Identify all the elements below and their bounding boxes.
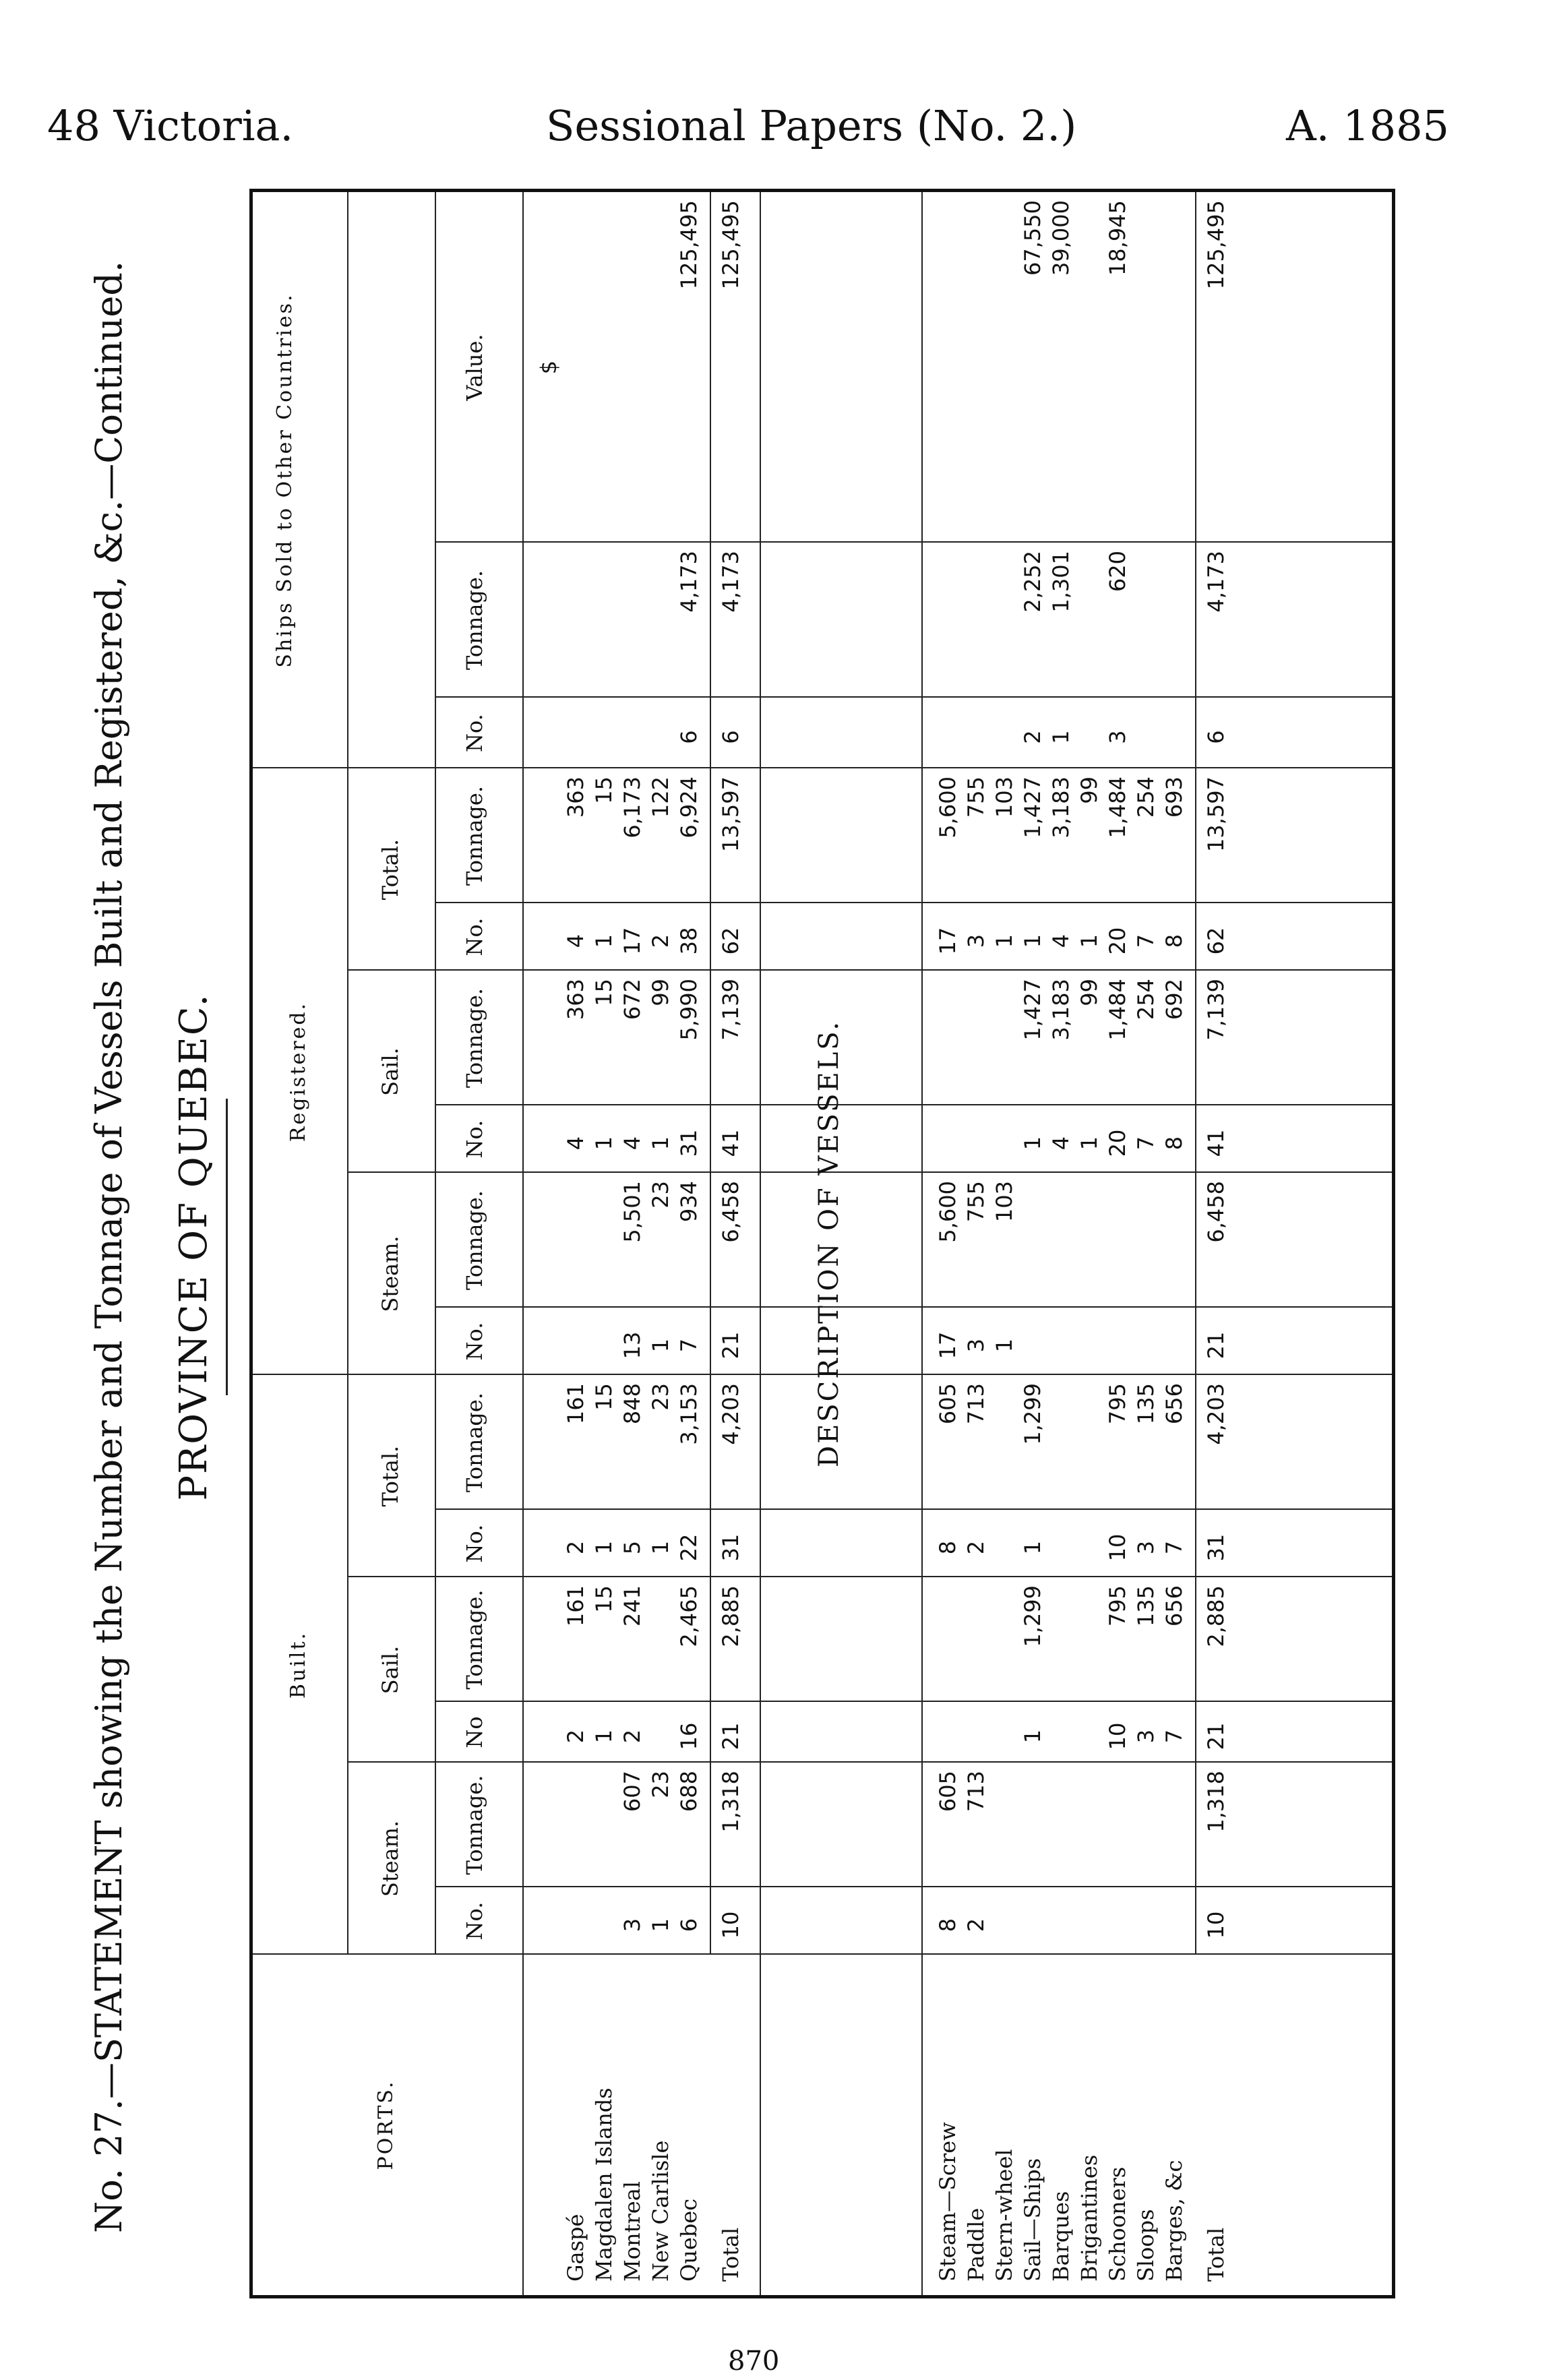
vessel-row-cell: 4 bbox=[1048, 1136, 1074, 1151]
vessels-total-row-cell: 4,203 bbox=[1203, 1383, 1229, 1445]
statement-title: No. 27.—STATEMENT showing the Number and Tonnage of Vessels Built and Registered, &c.—Continued. bbox=[88, 260, 130, 2234]
page-header bbox=[47, 101, 1449, 162]
vessel-row-cell: 135 bbox=[1133, 1383, 1159, 1425]
vessels-total-row-cell: 1,318 bbox=[1203, 1771, 1229, 1833]
vessel-row-cell: 1 bbox=[991, 1338, 1017, 1353]
vessel-row-cell: 1,301 bbox=[1048, 551, 1074, 613]
vessel-row-label: Sloops bbox=[1133, 2209, 1159, 2282]
port-row-cell: 3 bbox=[619, 1918, 645, 1932]
port-row-cell: 672 bbox=[619, 979, 645, 1020]
no-header: No bbox=[462, 1716, 487, 1748]
subgroup-header: Steam. bbox=[377, 1235, 403, 1312]
column-divider bbox=[435, 1306, 1392, 1308]
vessel-row-label: Stern-wheel bbox=[991, 2149, 1017, 2282]
header-session: 48 Victoria. bbox=[47, 101, 294, 150]
port-row-cell: 2,465 bbox=[676, 1585, 702, 1647]
vessel-row-cell: 103 bbox=[991, 1181, 1017, 1223]
no-header: No. bbox=[462, 1524, 487, 1563]
vessels-total-row-cell: 2,885 bbox=[1203, 1585, 1229, 1647]
port-row-label: Magdalen Islands bbox=[591, 2087, 617, 2282]
port-row-cell: 1 bbox=[591, 934, 617, 948]
port-row-cell: 161 bbox=[563, 1585, 588, 1627]
port-row-cell: 5,501 bbox=[619, 1181, 645, 1243]
port-row-cell: 6,924 bbox=[676, 776, 702, 838]
vessel-row-cell: 656 bbox=[1161, 1383, 1187, 1425]
vessel-row-label: Barques bbox=[1048, 2191, 1074, 2282]
port-row-cell: 688 bbox=[676, 1771, 702, 1812]
vessel-row-cell: 1,299 bbox=[1020, 1383, 1045, 1445]
port-row-label: Quebec bbox=[676, 2198, 702, 2282]
vessel-row-cell: 8 bbox=[935, 1918, 960, 1932]
port-row-cell: 3,153 bbox=[676, 1383, 702, 1445]
vessels-total-row-cell: 10 bbox=[1203, 1911, 1229, 1939]
vessel-row-cell: 17 bbox=[935, 1331, 960, 1360]
port-row-cell: 4 bbox=[563, 934, 588, 948]
vessel-row-cell: 2,252 bbox=[1020, 551, 1045, 613]
port-row-cell: 5 bbox=[619, 1540, 645, 1555]
vessel-row-cell: 17 bbox=[935, 927, 960, 955]
port-row-cell: 6 bbox=[676, 730, 702, 744]
vessel-row-label: Sail—Ships bbox=[1020, 2158, 1045, 2282]
vessel-row-cell: 795 bbox=[1105, 1383, 1130, 1425]
port-row-cell: 23 bbox=[648, 1181, 673, 1209]
page-number: 870 bbox=[728, 2346, 780, 2377]
vessel-row-cell: 713 bbox=[963, 1383, 989, 1425]
port-row-cell: 607 bbox=[619, 1771, 645, 1812]
no-header: No. bbox=[462, 1322, 487, 1361]
vessel-row-cell: 1,427 bbox=[1020, 776, 1045, 838]
port-row-cell: 15 bbox=[591, 1585, 617, 1613]
vessel-row-cell: 795 bbox=[1105, 1585, 1130, 1627]
vessel-row-cell: 1 bbox=[1020, 934, 1045, 948]
tonnage-header: Tonnage. bbox=[462, 786, 487, 886]
vessels-total-row-cell: 6,458 bbox=[1203, 1181, 1229, 1243]
port-row-cell: 6,173 bbox=[619, 776, 645, 838]
vessel-row-cell: 3 bbox=[1133, 1729, 1159, 1744]
vessel-row-cell: 3 bbox=[963, 1338, 989, 1353]
no-header: No. bbox=[462, 1901, 487, 1941]
port-row-cell: 363 bbox=[563, 776, 588, 818]
vessel-row-cell: 3 bbox=[963, 934, 989, 948]
port-row-cell: 23 bbox=[648, 1771, 673, 1798]
registered-header: Registered. bbox=[286, 1001, 310, 1142]
port-row-cell: 934 bbox=[676, 1181, 702, 1223]
vessel-row-cell: 5,600 bbox=[935, 1181, 960, 1243]
port-row-cell: 15 bbox=[591, 776, 617, 804]
ports-total-row-cell: 31 bbox=[718, 1533, 743, 1562]
vessel-row-cell: 1 bbox=[1076, 1136, 1102, 1151]
vessels-total-row-cell: 21 bbox=[1203, 1331, 1229, 1360]
vessel-row-cell: 18,945 bbox=[1105, 200, 1130, 276]
vessel-row-cell: 1 bbox=[1076, 934, 1102, 948]
vessel-row-cell: 605 bbox=[935, 1383, 960, 1425]
vessel-row-cell: 656 bbox=[1161, 1585, 1187, 1627]
port-row-cell: 4,173 bbox=[676, 551, 702, 613]
section-rule bbox=[760, 192, 761, 2295]
subgroup-header: Steam. bbox=[377, 1820, 403, 1897]
header-rule bbox=[347, 192, 348, 768]
ports-total-row-cell: 7,139 bbox=[718, 979, 743, 1041]
province-title: PROVINCE OF QUEBEC. bbox=[172, 993, 216, 1501]
vessels-total-row-cell: 7,139 bbox=[1203, 979, 1229, 1041]
built-header: Built. bbox=[286, 1630, 310, 1699]
ports-total-row-cell: 4,203 bbox=[718, 1383, 743, 1445]
ports-total-row-label: Total bbox=[718, 2227, 743, 2282]
vessel-row-cell: 10 bbox=[1105, 1722, 1130, 1750]
port-row-cell: 1 bbox=[648, 1136, 673, 1151]
tonnage-header: Tonnage. bbox=[462, 570, 487, 671]
port-row-cell: 2 bbox=[648, 934, 673, 948]
port-row-cell: 15 bbox=[591, 979, 617, 1006]
port-row-cell: 23 bbox=[648, 1383, 673, 1411]
vessels-total-row-cell: 41 bbox=[1203, 1129, 1229, 1157]
ports-total-row-cell: 13,597 bbox=[718, 776, 743, 852]
ports-header: PORTS. bbox=[374, 2079, 398, 2170]
header-rule bbox=[522, 192, 524, 2295]
subtotal-rule bbox=[1195, 192, 1196, 1955]
ports-total-row-cell: 10 bbox=[718, 1911, 743, 1939]
column-divider bbox=[435, 696, 1392, 698]
ports-total-row-cell: 1,318 bbox=[718, 1771, 743, 1833]
header-rule bbox=[435, 192, 436, 1955]
port-row-cell: 1 bbox=[648, 1338, 673, 1353]
port-row-cell: 13 bbox=[619, 1331, 645, 1360]
port-row-label: New Carlisle bbox=[648, 2140, 673, 2282]
column-divider bbox=[347, 1576, 1392, 1577]
vessels-total-row-cell: 6 bbox=[1203, 730, 1229, 744]
column-divider bbox=[347, 969, 1392, 971]
ports-total-row-cell: 125,495 bbox=[718, 200, 743, 290]
port-row-cell: 241 bbox=[619, 1585, 645, 1627]
vessel-row-cell: 2 bbox=[1020, 730, 1045, 744]
column-divider bbox=[435, 541, 1392, 543]
sold-header: Ships Sold to Other Countries. bbox=[273, 293, 297, 668]
statement-table bbox=[249, 189, 1395, 2298]
port-row-cell: 363 bbox=[563, 979, 588, 1020]
vessel-row-cell: 103 bbox=[991, 776, 1017, 818]
port-row-label: Gaspé bbox=[563, 2214, 588, 2282]
port-row-cell: 7 bbox=[676, 1338, 702, 1353]
ports-total-row-cell: 6,458 bbox=[718, 1181, 743, 1243]
vessel-row-cell: 5,600 bbox=[935, 776, 960, 838]
tonnage-header: Tonnage. bbox=[462, 1393, 487, 1493]
subgroup-header: Sail. bbox=[377, 1047, 403, 1096]
vessel-row-cell: 755 bbox=[963, 1181, 989, 1223]
vessel-row-label: Paddle bbox=[963, 2207, 989, 2282]
port-row-cell: 5,990 bbox=[676, 979, 702, 1041]
description-title: DESCRIPTION OF VESSELS. bbox=[814, 1020, 845, 1467]
vessel-row-cell: 67,550 bbox=[1020, 200, 1045, 276]
port-row-cell: 15 bbox=[591, 1383, 617, 1411]
vessel-row-cell: 254 bbox=[1133, 776, 1159, 818]
vessel-row-cell: 1,299 bbox=[1020, 1585, 1045, 1647]
port-row-cell: 161 bbox=[563, 1383, 588, 1425]
ports-total-row-cell: 4,173 bbox=[718, 551, 743, 613]
vessel-row-cell: 1 bbox=[1020, 1540, 1045, 1555]
vessel-row-cell: 1,484 bbox=[1105, 979, 1130, 1041]
vessel-row-cell: 1 bbox=[991, 934, 1017, 948]
vessel-row-cell: 2 bbox=[963, 1918, 989, 1932]
header-papers: Sessional Papers (No. 2.) bbox=[546, 101, 1077, 150]
port-row-cell: 1 bbox=[648, 1540, 673, 1555]
vessel-row-cell: 3 bbox=[1105, 730, 1130, 744]
subtotal-rule bbox=[710, 192, 711, 1955]
column-divider bbox=[347, 1761, 1392, 1763]
vessels-total-row-label: Total bbox=[1203, 2227, 1229, 2282]
vessel-row-cell: 3,183 bbox=[1048, 979, 1074, 1041]
port-row-cell: 1 bbox=[648, 1918, 673, 1932]
vessel-row-cell: 254 bbox=[1133, 979, 1159, 1020]
port-row-cell: 31 bbox=[676, 1129, 702, 1157]
ports-total-row-cell: 2,885 bbox=[718, 1585, 743, 1647]
port-row-cell: 16 bbox=[676, 1722, 702, 1750]
port-row-cell: 17 bbox=[619, 927, 645, 955]
port-row-cell: 22 bbox=[676, 1533, 702, 1562]
vessel-row-cell: 3,183 bbox=[1048, 776, 1074, 838]
vessel-row-cell: 1 bbox=[1020, 1136, 1045, 1151]
port-row-cell: 38 bbox=[676, 927, 702, 955]
section-rule bbox=[921, 192, 923, 2295]
ports-total-row-cell: 21 bbox=[718, 1331, 743, 1360]
port-row-cell: 848 bbox=[619, 1383, 645, 1425]
subgroup-header: Sail. bbox=[377, 1645, 403, 1695]
port-row-cell: 2 bbox=[563, 1540, 588, 1555]
vessels-total-row-cell: 21 bbox=[1203, 1722, 1229, 1750]
vessels-total-row-cell: 125,495 bbox=[1203, 200, 1229, 290]
vessel-row-cell: 620 bbox=[1105, 551, 1130, 592]
port-row-cell: 2 bbox=[563, 1729, 588, 1744]
tonnage-header: Tonnage. bbox=[462, 988, 487, 1089]
vessels-total-row-cell: 62 bbox=[1203, 927, 1229, 955]
vessel-row-cell: 7 bbox=[1161, 1729, 1187, 1744]
vessel-row-cell: 20 bbox=[1105, 1129, 1130, 1157]
vessel-row-cell: 10 bbox=[1105, 1533, 1130, 1562]
tonnage-header: Tonnage. bbox=[462, 1589, 487, 1690]
vessel-row-cell: 1 bbox=[1020, 1729, 1045, 1744]
port-row-cell: 2 bbox=[619, 1729, 645, 1744]
vessel-row-cell: 8 bbox=[1161, 934, 1187, 948]
port-row-label: Montreal bbox=[619, 2180, 645, 2282]
vessel-row-cell: 7 bbox=[1161, 1540, 1187, 1555]
vessel-row-cell: 99 bbox=[1076, 979, 1102, 1006]
vessel-row-cell: 4 bbox=[1048, 934, 1074, 948]
column-divider bbox=[347, 1171, 1392, 1173]
ports-total-row-cell: 41 bbox=[718, 1129, 743, 1157]
vessel-row-cell: 2 bbox=[963, 1540, 989, 1555]
vessel-row-cell: 692 bbox=[1161, 979, 1187, 1020]
port-row-cell: 4 bbox=[563, 1136, 588, 1151]
vessel-row-cell: 1,427 bbox=[1020, 979, 1045, 1041]
vessel-row-cell: 20 bbox=[1105, 927, 1130, 955]
ports-total-row-cell: 21 bbox=[718, 1722, 743, 1750]
vessel-row-cell: 135 bbox=[1133, 1585, 1159, 1627]
vessel-row-cell: 755 bbox=[963, 776, 989, 818]
header-rule bbox=[347, 768, 348, 1955]
dollar-sign: $ bbox=[536, 360, 561, 375]
vessel-row-cell: 713 bbox=[963, 1771, 989, 1812]
port-row-cell: 99 bbox=[648, 979, 673, 1006]
vessel-row-cell: 7 bbox=[1133, 1136, 1159, 1151]
vessel-row-cell: 39,000 bbox=[1048, 200, 1074, 276]
port-row-cell: 125,495 bbox=[676, 200, 702, 290]
port-row-cell: 1 bbox=[591, 1729, 617, 1744]
port-row-cell: 122 bbox=[648, 776, 673, 818]
vessel-row-label: Brigantines bbox=[1076, 2154, 1102, 2282]
vessel-row-cell: 1,484 bbox=[1105, 776, 1130, 838]
vessel-row-label: Barges, &c bbox=[1161, 2160, 1187, 2282]
vessel-row-label: Schooners bbox=[1105, 2166, 1130, 2282]
vessel-row-cell: 3 bbox=[1133, 1540, 1159, 1555]
port-row-cell: 1 bbox=[591, 1136, 617, 1151]
vessel-row-cell: 7 bbox=[1133, 934, 1159, 948]
ports-total-row-cell: 6 bbox=[718, 730, 743, 744]
vessel-row-cell: 8 bbox=[935, 1540, 960, 1555]
rotated-table-page bbox=[81, 182, 1395, 2312]
subgroup-header: Total. bbox=[377, 1445, 403, 1507]
vessel-row-cell: 8 bbox=[1161, 1136, 1187, 1151]
vessel-row-cell: 99 bbox=[1076, 776, 1102, 804]
header-year: A. 1885 bbox=[1286, 101, 1449, 150]
vessels-total-row-cell: 31 bbox=[1203, 1533, 1229, 1562]
tonnage-header: Tonnage. bbox=[462, 1775, 487, 1875]
port-row-cell: 6 bbox=[676, 1918, 702, 1932]
subgroup-header: Total. bbox=[377, 838, 403, 901]
vessels-total-row-cell: 4,173 bbox=[1203, 551, 1229, 613]
vessels-total-row-cell: 13,597 bbox=[1203, 776, 1229, 852]
ports-total-row-cell: 62 bbox=[718, 927, 743, 955]
value-header: Value. bbox=[462, 334, 487, 401]
tonnage-header: Tonnage. bbox=[462, 1190, 487, 1291]
vessel-row-label: Steam—Screw bbox=[935, 2122, 960, 2282]
vessel-row-cell: 605 bbox=[935, 1771, 960, 1812]
port-row-cell: 1 bbox=[591, 1540, 617, 1555]
no-header: No. bbox=[462, 1120, 487, 1159]
vessel-row-cell: 1 bbox=[1048, 730, 1074, 744]
no-header: No. bbox=[462, 917, 487, 956]
title-rule bbox=[226, 1099, 228, 1395]
port-row-cell: 4 bbox=[619, 1136, 645, 1151]
vessel-row-cell: 693 bbox=[1161, 776, 1187, 818]
no-header: No. bbox=[462, 714, 487, 752]
column-divider bbox=[435, 1886, 1392, 1887]
